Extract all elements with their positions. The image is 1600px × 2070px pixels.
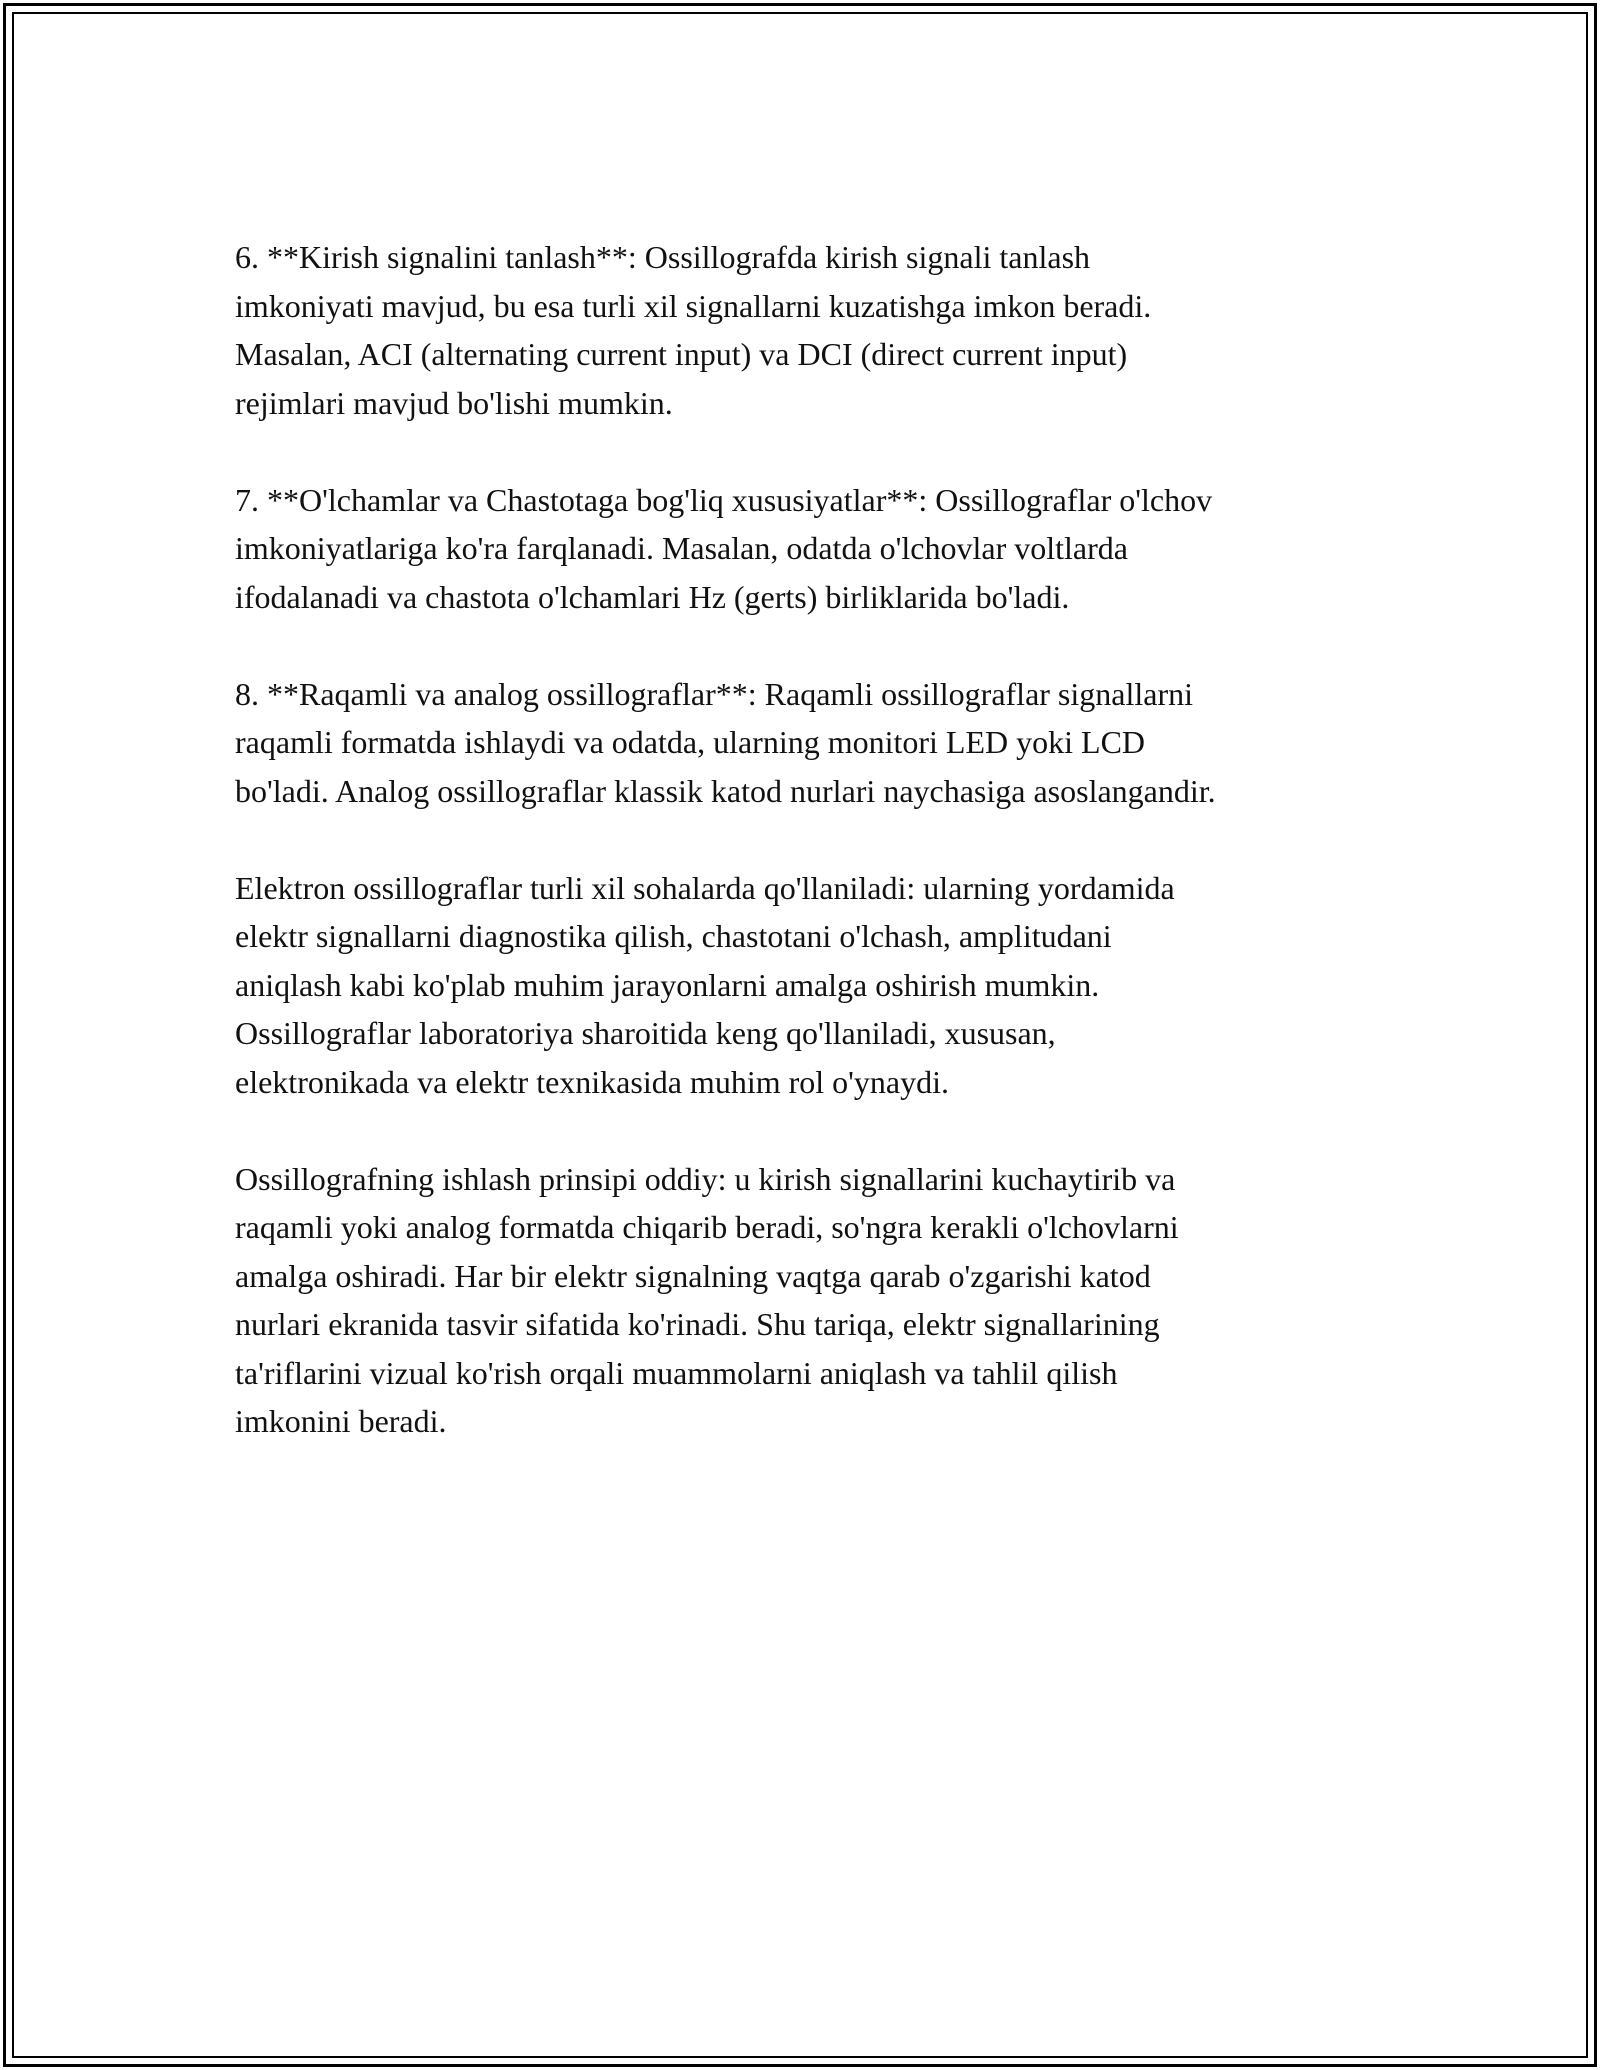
paragraph-item-7: 7. **O'lchamlar va Chastotaga bog'liq xususiyatlar**: Ossillograflar o'lchov imkoniyatlariga ko'ra farqlanadi. Masalan, odatda o'lchovlar voltlarda ifodalanadi va chastota o'lchamlari Hz (gerts) birliklarida bo'ladi. [235, 481, 1213, 615]
document-body [235, 233, 1395, 1494]
paragraph-applications: Elektron ossillograflar turli xil sohalarda qo'llaniladi: ularning yordamida elektr signallarni diagnostika qilish, chastotani o'lchash, amplitudani aniqlash kabi ko'plab muhim jarayonlarni amalga oshirish mumkin. Ossillograflar laboratoriya sharoitida keng qo'llaniladi, xususan, elektronikada va elektr texnikasida muhim rol o'ynaydi. [235, 869, 1175, 1100]
paragraph-item-6: 6. **Kirish signalini tanlash**: Ossillografda kirish signali tanlash imkoniyati mavjud, bu esa turli xil signallarni kuzatishga imkon beradi. Masalan, ACI (alternating current input) va DCI (direct current input) rejimlari mavjud bo'lishi mumkin. [235, 239, 1152, 421]
paragraph-working-principle: Ossillografning ishlash prinsipi oddiy: u kirish signallarini kuchaytirib va raqamli yoki analog formatda chiqarib beradi, so'ngra kerakli o'lchovlarni amalga oshiradi. Har bir elektr signalning vaqtga qarab o'zgarishi katod nurlari ekranida tasvir sifatida ko'rinadi. Shu tariqa, elektr signallarining ta'riflarini vizual ko'rish orqali muammolarni aniqlash va tahlil qilish imkonini beradi. [235, 1160, 1179, 1439]
paragraph-item-8: 8. **Raqamli va analog ossillograflar**: Raqamli ossillograflar signallarni raqamli formatda ishlaydi va odatda, ularning monitori LED yoki LCD bo'ladi. Analog ossillograflar klassik katod nurlari naychasiga asoslangandir. [235, 675, 1216, 809]
